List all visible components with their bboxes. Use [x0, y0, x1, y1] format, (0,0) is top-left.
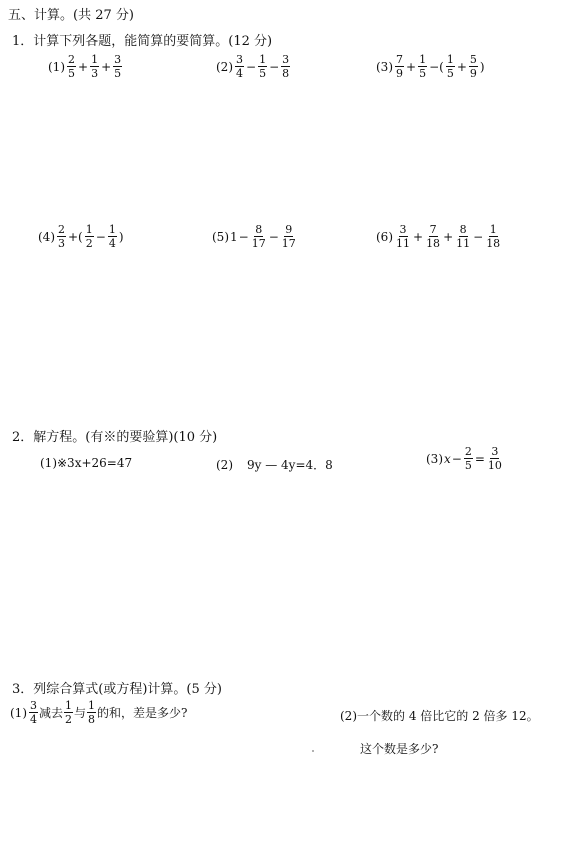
- denominator: 11: [396, 237, 410, 250]
- numerator: 8: [459, 223, 467, 236]
- operator: −: [269, 59, 280, 74]
- fraction: [395, 54, 404, 79]
- part2-title: 2．解方程。(有※的要验算)(10 分): [12, 430, 218, 445]
- stray-dot: [312, 750, 314, 752]
- closing-paren: ): [479, 59, 485, 74]
- numerator: 8: [255, 223, 263, 236]
- problem-label: (3): [426, 451, 443, 466]
- operator: −: [451, 451, 462, 466]
- denominator: 10: [487, 459, 502, 472]
- fraction: [87, 700, 96, 725]
- fraction: [446, 54, 455, 79]
- equation-3: [426, 446, 504, 471]
- numerator: 1: [419, 53, 427, 66]
- operator: +: [101, 59, 112, 74]
- numerator: 3: [114, 53, 122, 66]
- problem-1-5: [212, 224, 298, 249]
- numerator: 1: [108, 223, 116, 236]
- problem-label: (1): [10, 705, 27, 720]
- part1-title: 1．计算下列各题，能简算的要简算。(12 分): [12, 34, 273, 49]
- fraction: [455, 224, 471, 249]
- problem-label: (4): [38, 229, 55, 244]
- problem-1-1: [48, 54, 123, 79]
- problem-text: 减去: [39, 706, 64, 720]
- problem-1-2: [216, 54, 291, 79]
- closing-paren: ): [118, 229, 124, 244]
- part3-title: 3．列综合算式(或方程)计算。(5 分): [12, 682, 222, 697]
- operator: −: [95, 229, 106, 244]
- denominator: 5: [446, 67, 454, 80]
- numerator: 7: [396, 53, 403, 66]
- word-problem-2-line2: 这个数是多少?: [360, 742, 439, 756]
- word-problem-1: [10, 700, 187, 725]
- denominator: 11: [456, 237, 471, 250]
- problem-1-6: [376, 224, 502, 249]
- numerator: 9: [285, 223, 293, 236]
- denominator: 5: [68, 67, 75, 80]
- fraction: [85, 224, 94, 249]
- fraction: [90, 54, 99, 79]
- denominator: 3: [91, 67, 99, 80]
- numerator: 3: [30, 699, 37, 712]
- denominator: 5: [114, 67, 122, 80]
- fraction: [469, 54, 478, 79]
- word-problem-2-line1: (2)一个数的 4 倍比它的 2 倍多 12。: [340, 709, 539, 723]
- denominator: 3: [58, 237, 65, 250]
- numerator: 3: [282, 53, 290, 66]
- fraction: [57, 224, 66, 249]
- numerator: 1: [91, 53, 99, 66]
- operator: +: [456, 59, 467, 74]
- operator: +: [443, 229, 454, 244]
- operator: −: [268, 229, 279, 244]
- fraction: [464, 446, 473, 471]
- fraction: [64, 700, 73, 725]
- numerator: 7: [429, 223, 437, 236]
- fraction: [113, 54, 122, 79]
- numerator: 2: [68, 53, 75, 66]
- numerator: 5: [469, 53, 477, 66]
- fraction: [258, 54, 267, 79]
- denominator: 8: [88, 713, 96, 726]
- fraction: [395, 224, 411, 249]
- variable: x: [444, 451, 451, 466]
- operator: −: [246, 59, 257, 74]
- denominator: 2: [85, 237, 93, 250]
- lead-number: 1: [230, 229, 238, 244]
- denominator: 4: [108, 237, 116, 250]
- equation-text: 9y — 4y=4．8: [247, 458, 333, 472]
- denominator: 9: [396, 67, 403, 80]
- numerator: 3: [236, 53, 243, 66]
- denominator: 5: [464, 459, 472, 472]
- denominator: 18: [426, 237, 441, 250]
- operator: +(: [68, 229, 83, 244]
- problem-label: (2): [216, 59, 233, 74]
- fraction: [281, 54, 290, 79]
- operator: −: [238, 229, 249, 244]
- numerator: 1: [259, 53, 267, 66]
- denominator: 8: [282, 67, 290, 80]
- operator: −(: [429, 59, 444, 74]
- fraction: [108, 224, 117, 249]
- problem-text: 的和，差是多少?: [97, 706, 188, 720]
- problem-1-4: [38, 224, 125, 249]
- fraction: [418, 54, 427, 79]
- denominator: 9: [469, 67, 477, 80]
- numerator: 2: [464, 445, 472, 458]
- numerator: 1: [446, 53, 454, 66]
- denominator: 18: [486, 237, 501, 250]
- fraction: [425, 224, 441, 249]
- denominator: 5: [259, 67, 267, 80]
- operator: +: [78, 59, 89, 74]
- problem-label: (5): [212, 229, 229, 244]
- problem-label: (3): [376, 59, 393, 74]
- equals-sign: =: [474, 451, 485, 466]
- operator: −: [473, 229, 484, 244]
- denominator: 2: [65, 713, 73, 726]
- problem-1-3: [376, 54, 486, 79]
- denominator: 4: [30, 713, 37, 726]
- numerator: 1: [65, 699, 73, 712]
- numerator: 1: [88, 699, 96, 712]
- fraction: [485, 224, 501, 249]
- problem-label: (2): [216, 457, 233, 472]
- numerator: 2: [58, 223, 65, 236]
- numerator: 3: [399, 223, 407, 236]
- numerator: 1: [85, 223, 93, 236]
- section-title: 五、计算。(共 27 分): [8, 8, 134, 23]
- operator: +: [406, 59, 417, 74]
- numerator: 1: [489, 223, 497, 236]
- numerator: 3: [491, 445, 499, 458]
- fraction: [487, 446, 503, 471]
- fraction: [29, 700, 38, 725]
- operator: +: [413, 229, 424, 244]
- problem-label: (6): [376, 229, 393, 244]
- denominator: 5: [419, 67, 427, 80]
- fraction: [67, 54, 76, 79]
- denominator: 17: [281, 237, 296, 250]
- fraction: [251, 224, 267, 249]
- fraction: [281, 224, 297, 249]
- fraction: [235, 54, 244, 79]
- problem-label: (1): [48, 59, 65, 74]
- equation-1: (1)※3x+26=47: [40, 456, 133, 470]
- denominator: 4: [236, 67, 243, 80]
- denominator: 17: [251, 237, 266, 250]
- equation-2: [216, 456, 333, 473]
- problem-text: 与: [74, 706, 87, 720]
